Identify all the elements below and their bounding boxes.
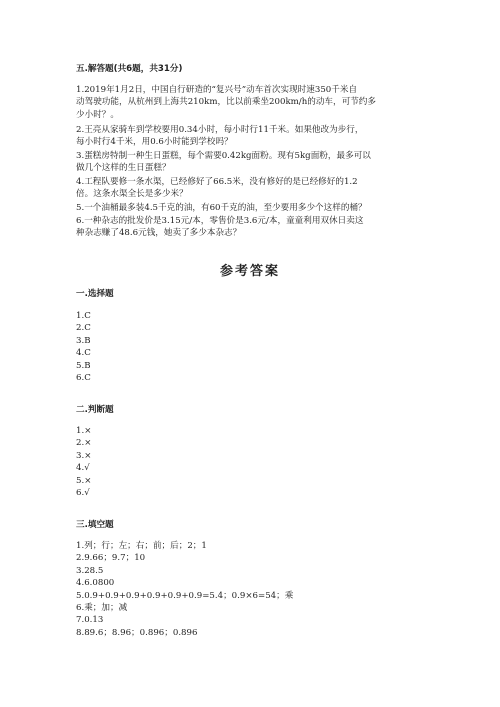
judge-answer-list xyxy=(76,425,91,499)
judge-answer-6: 6.√ xyxy=(76,488,90,499)
problem-1-line-2: 动驾驶功能，从杭州到上海共210km，比以前乘坐200km/h的动车，可节约多 xyxy=(76,97,376,108)
problem-4 xyxy=(76,176,448,201)
problem-1-line-1: 1.2019年1月2日，中国自行研造的“复兴号”动车首次实现时速350千米自 xyxy=(76,85,358,95)
section-heading-judge: 二.判断题 xyxy=(76,405,114,415)
fill-answer-8: 8.89.6；8.96；0.896；0.896 xyxy=(76,627,198,638)
fill-answer-6: 6.乘；加；减 xyxy=(76,603,128,614)
judge-answer-3: 3.× xyxy=(76,450,92,461)
problem-3 xyxy=(76,150,448,175)
answers-title: 参考答案 xyxy=(219,264,280,279)
judge-answer-1: 1.× xyxy=(76,426,92,436)
problem-4-line-1: 4.工程队要修一条水渠，已经修好了66.5米，没有修好的是已经修好的1.2 xyxy=(76,177,358,187)
section-heading-fill-blank: 三.填空题 xyxy=(76,520,114,530)
choice-answer-4: 4.C xyxy=(76,348,91,359)
problem-6-line-2: 种杂志赚了48.6元钱，她卖了多少本杂志？ xyxy=(76,228,242,239)
choice-answer-list xyxy=(76,310,91,384)
choice-answer-3: 3.B xyxy=(76,335,91,346)
section-heading-problem-solving: 五.解答题(共6题，共31分) xyxy=(76,64,183,74)
problem-6 xyxy=(76,215,448,240)
problem-3-line-1: 3.蛋糕房特制一种生日蛋糕，每个需要0.42kg面粉。现有5kg面粉，最多可以 xyxy=(76,151,371,161)
fill-answer-4: 4.6.0800 xyxy=(76,578,115,589)
fill-answer-1: 1.列；行；左；右；前；后；2；1 xyxy=(76,541,207,551)
problem-2-line-2: 每小时行4千米，用0.6小时能到学校吗？ xyxy=(76,137,233,148)
choice-answer-6: 6.C xyxy=(76,373,91,384)
fill-answer-5: 5.0.9+0.9+0.9+0.9+0.9+0.9=5.4；0.9×6=54；乘 xyxy=(76,590,294,601)
fill-answer-7: 7.0.13 xyxy=(76,615,104,626)
problem-6-line-1: 6.一种杂志的批发价是3.15元/本，零售价是3.6元/本，童童利用双休日卖这 xyxy=(76,216,364,226)
fill-answer-2: 2.9.66；9.7；10 xyxy=(76,553,146,564)
choice-answer-1: 1.C xyxy=(76,311,91,321)
problem-2-line-1: 2.王亮从家骑车到学校要用0.34小时，每小时行11千米。如果他改为步行， xyxy=(76,125,364,135)
section-heading-choice: 一.选择题 xyxy=(76,289,114,299)
problem-3-line-2: 做几个这样的生日蛋糕？ xyxy=(76,163,171,174)
problem-5 xyxy=(76,202,448,214)
fill-answer-list xyxy=(76,540,293,639)
judge-answer-4: 4.√ xyxy=(76,463,90,474)
problem-1 xyxy=(76,84,448,121)
problem-1-line-3: 少小时？。 xyxy=(76,109,119,120)
fill-answer-3: 3.28.5 xyxy=(76,565,104,576)
problem-4-line-2: 倍。这条水渠全长是多少米？ xyxy=(76,189,188,200)
choice-answer-5: 5.B xyxy=(76,360,91,371)
judge-answer-2: 2.× xyxy=(76,438,92,449)
choice-answer-2: 2.C xyxy=(76,323,91,334)
judge-answer-5: 5.× xyxy=(76,475,92,486)
problem-2 xyxy=(76,124,448,149)
problem-5-line-1: 5.一个油桶最多装4.5千克的油，有60千克的油，至少要用多少个这样的桶？ xyxy=(76,203,367,213)
